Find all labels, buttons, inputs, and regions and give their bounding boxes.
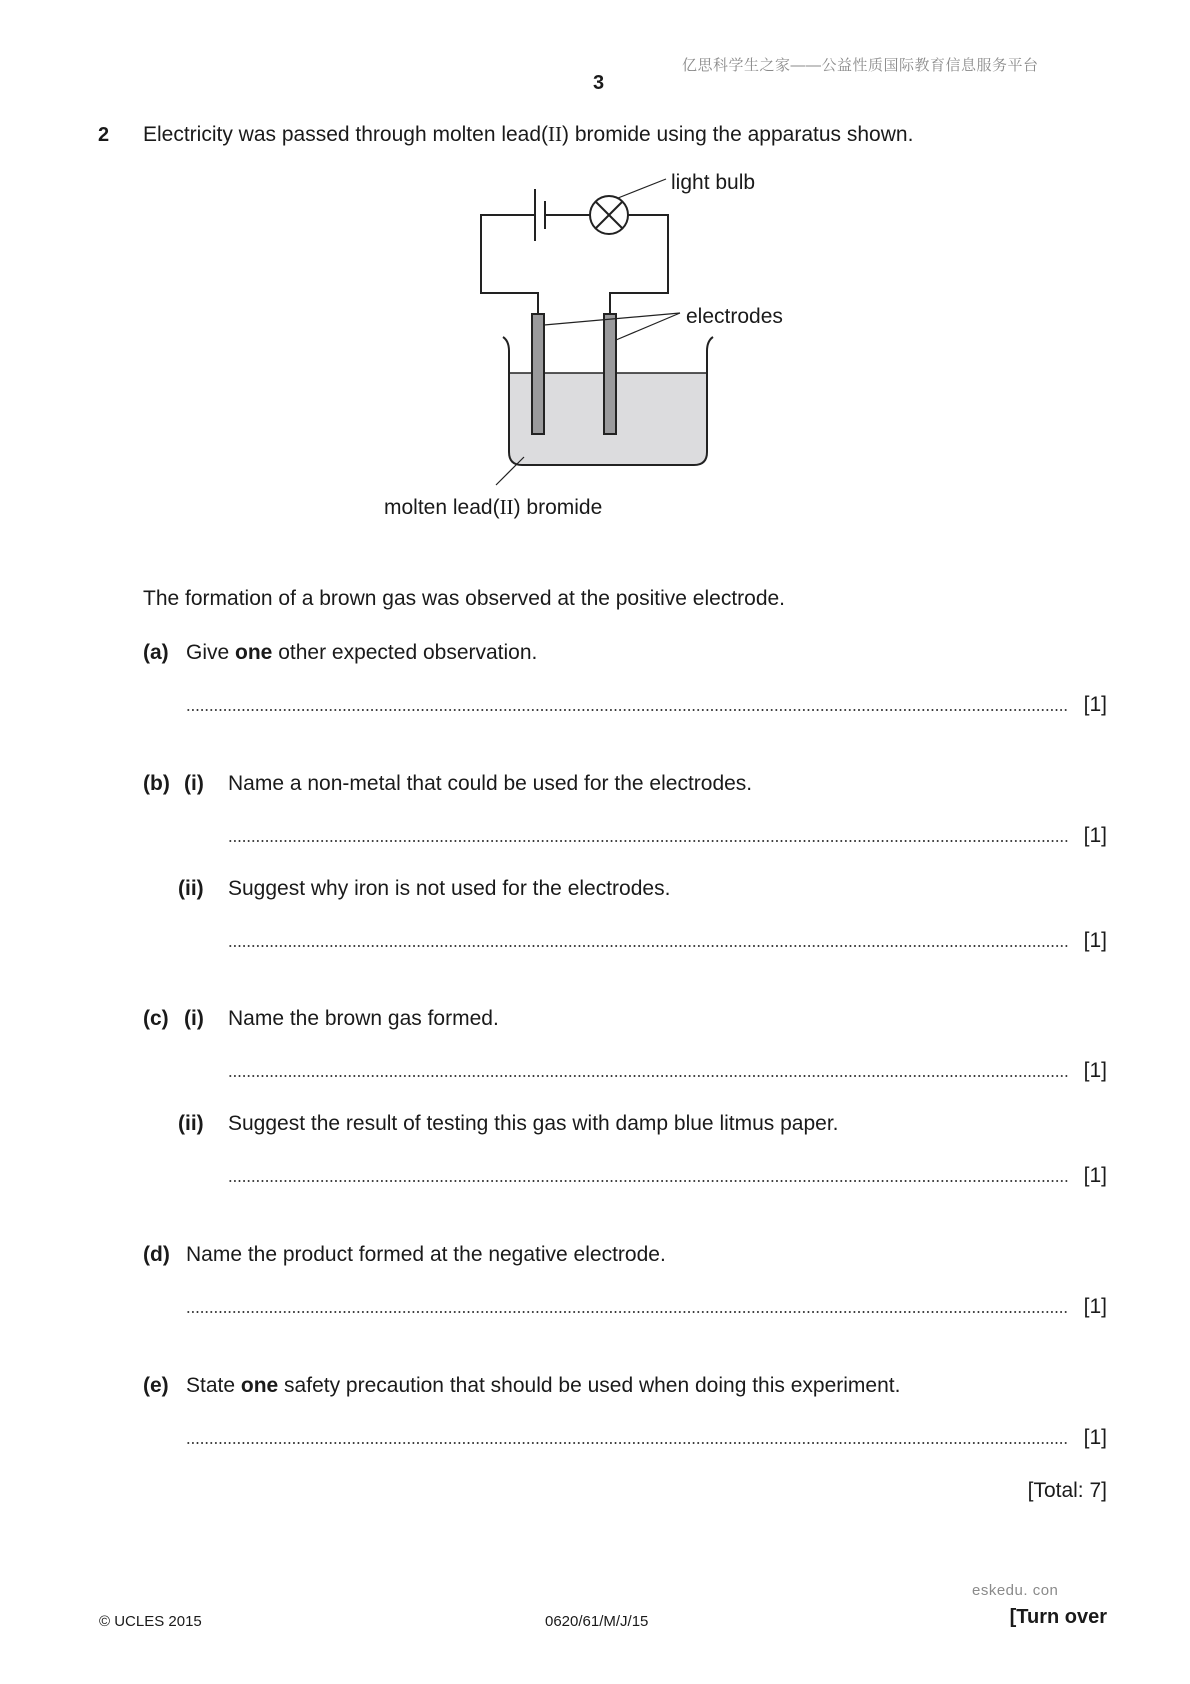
part-b-ii-label: (ii) (178, 877, 204, 900)
part-a-text-before: Give (186, 641, 236, 664)
part-a-text (186, 640, 537, 666)
answer-dots (186, 1441, 1068, 1445)
part-e-text-bold: one (240, 1374, 279, 1397)
mark-b-ii: [1] (1083, 929, 1107, 952)
part-e-text-after: safety precaution that should be used when doing this experiment. (278, 1374, 901, 1397)
part-c-ii-text: Suggest the result of testing this gas with damp blue litmus paper. (228, 1112, 839, 1135)
left-electrode (532, 314, 544, 434)
header-watermark: 亿思科学生之家——公益性质国际教育信息服务平台 (682, 57, 1039, 74)
answer-line-c-i[interactable] (228, 1058, 1107, 1084)
answer-line-c-ii[interactable] (228, 1163, 1107, 1189)
answer-dots (228, 944, 1068, 948)
answer-line-e[interactable] (186, 1425, 1107, 1451)
part-c-i-text: Name the brown gas formed. (228, 1007, 499, 1030)
mark-b-i: [1] (1083, 824, 1107, 847)
battery-cell-symbol (535, 189, 545, 241)
answer-dots (186, 1310, 1068, 1314)
part-b-label: (b) (143, 772, 170, 795)
footer-code: 0620/61/M/J/15 (545, 1613, 649, 1630)
question-intro-text-before: Electricity was passed through molten lead( (143, 123, 549, 146)
question-intro-text-after: ) bromide using the apparatus shown. (562, 123, 914, 146)
part-e-label: (e) (143, 1374, 169, 1397)
page-number: 3 (593, 72, 605, 94)
answer-line-b-ii[interactable] (228, 928, 1107, 954)
question-number: 2 (98, 124, 110, 146)
part-a-text-after: other expected observation. (272, 641, 538, 664)
mark-e: [1] (1083, 1426, 1107, 1449)
answer-dots (228, 839, 1068, 843)
label-bromide-roman: II (499, 495, 514, 519)
label-bromide-after: ) bromide (513, 496, 603, 519)
turn-over: [Turn over (1009, 1606, 1107, 1628)
answer-dots (228, 1074, 1068, 1078)
part-a-text-bold: one (235, 641, 273, 664)
answer-dots (228, 1179, 1068, 1183)
part-d-text: Name the product formed at the negative electrode. (186, 1243, 666, 1266)
part-b-ii-text: Suggest why iron is not used for the electrodes. (228, 877, 671, 900)
label-bromide-before: molten lead( (384, 496, 500, 519)
part-d-label: (d) (143, 1243, 170, 1266)
answer-line-b-i[interactable] (228, 823, 1107, 849)
part-c-ii-label: (ii) (178, 1112, 204, 1135)
label-electrodes: electrodes (686, 305, 783, 328)
observation-text: The formation of a brown gas was observed at the positive electrode. (143, 587, 786, 610)
question-intro (143, 121, 913, 148)
part-c-i-label: (i) (184, 1007, 204, 1030)
mark-c-ii: [1] (1083, 1164, 1107, 1187)
part-b-i-text: Name a non-metal that could be used for the electrodes. (228, 772, 753, 795)
footer-copyright: © UCLES 2015 (99, 1613, 202, 1630)
bromide-leader-line (496, 457, 524, 485)
answer-dots (186, 708, 1068, 712)
mark-a: [1] (1083, 693, 1107, 716)
part-b-i-label: (i) (184, 772, 204, 795)
answer-line-d[interactable] (186, 1294, 1107, 1320)
label-molten-bromide (384, 495, 602, 520)
answer-line-a[interactable] (186, 692, 1107, 718)
light-bulb-leader-line (618, 179, 666, 198)
electrolysis-apparatus-diagram (370, 165, 830, 555)
circuit-wires (481, 215, 668, 314)
question-intro-roman: II (548, 122, 563, 146)
part-e-text (186, 1373, 900, 1399)
label-light-bulb: light bulb (671, 171, 756, 194)
total-marks: [Total: 7] (1027, 1479, 1107, 1502)
part-a-label: (a) (143, 641, 169, 664)
mark-c-i: [1] (1083, 1059, 1107, 1082)
light-bulb-symbol (590, 196, 628, 234)
part-c-label: (c) (143, 1007, 169, 1030)
right-electrode (604, 314, 616, 434)
part-e-text-before: State (186, 1374, 241, 1397)
mark-d: [1] (1083, 1295, 1107, 1318)
electrodes-leader-line-right (616, 313, 680, 340)
site-watermark: eskedu. con (972, 1582, 1059, 1599)
